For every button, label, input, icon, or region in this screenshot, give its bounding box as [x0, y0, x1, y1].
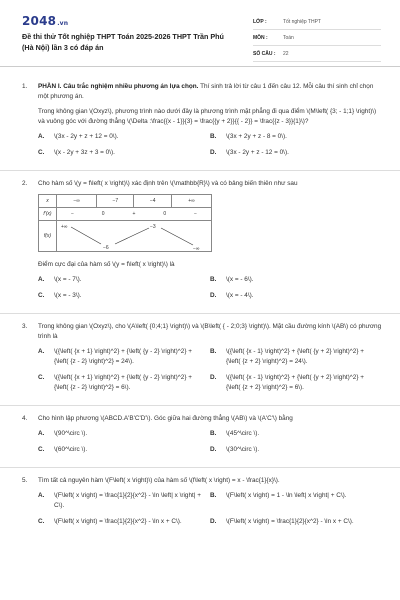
options: [38, 347, 382, 399]
meta-value: Toán: [283, 34, 294, 41]
section-heading: PHẦN I. Câu trắc nghiệm nhiều phương án lựa chọn.: [38, 83, 199, 90]
x-value: −7: [97, 195, 134, 208]
question-list: [0, 82, 400, 533]
meta-row-count: [253, 46, 381, 62]
option-letter: B.: [210, 430, 217, 437]
divider: [0, 467, 400, 468]
question-text: Trong không gian \(Oxyz\), phương trình nào dưới đây là phương trình mặt phẳng đi qua điểm \(M\left( {3; - 1;1} \right)\) và vuông góc với đường thẳng \(\Delta :\frac{{x - 1}}{3} = \frac{{y + 2}}{{ - 2}} = \frac{{z - 3}}{1}\)?: [38, 108, 377, 125]
option-letter: D.: [210, 446, 217, 453]
option-letter: D.: [210, 374, 217, 381]
option-text: \(x = - 6\).: [226, 276, 254, 283]
decrease-arrow: [161, 228, 193, 245]
options: [38, 132, 382, 164]
meta-label: LỚP :: [253, 18, 267, 25]
option-letter: C.: [38, 446, 45, 453]
option-d[interactable]: [210, 148, 382, 158]
variation-arrows: [57, 221, 211, 251]
option-text: \(3x + 2y + z - 8 = 0\).: [226, 133, 287, 140]
option-d[interactable]: [210, 445, 382, 455]
fprime-label: f'(x): [39, 208, 57, 221]
variation-graph: [57, 221, 212, 252]
divider: [0, 405, 400, 406]
option-d[interactable]: [210, 373, 382, 393]
options: [38, 275, 382, 307]
meta-row-subject: [253, 30, 381, 46]
meta-label: MÔN :: [253, 34, 268, 41]
sign: 0: [163, 211, 167, 217]
option-letter: A.: [38, 430, 45, 437]
f-label: f(x): [39, 221, 57, 252]
option-letter: D.: [210, 518, 217, 525]
option-a[interactable]: [38, 347, 210, 367]
option-b[interactable]: [210, 491, 382, 511]
section-intro: [38, 82, 382, 102]
option-text: \(x = - 4\).: [226, 292, 254, 299]
option-text: \({\left( {x - 1} \right)^2} + {\left( {y + 2} \right)^2} + {\left( {z + 2} \right)^2} = 24\).: [226, 348, 364, 365]
question-3: [0, 322, 400, 399]
option-text: \(90^\circ \).: [54, 430, 88, 437]
option-text: \({\left( {x - 1} \right)^2} + {\left( {y + 2} \right)^2} + {\left( {z + 2} \right)^2} = 6\).: [226, 374, 364, 391]
question-prompt: Điểm cực đại của hàm số \(y = f\left( x \right)\) là: [38, 261, 175, 268]
meta-label: SỐ CÂU :: [253, 50, 276, 57]
option-letter: B.: [210, 133, 217, 140]
question-5: [0, 476, 400, 533]
x-row: [39, 195, 212, 208]
option-letter: C.: [38, 292, 45, 299]
question-number: 2.: [22, 180, 28, 187]
option-b[interactable]: [210, 347, 382, 367]
option-c[interactable]: [38, 517, 210, 527]
question-text: Tìm tất cả nguyên hàm \(F\left( x \right)\) của hàm số \(f\left( x \right) = x - \frac{1}{x}\).: [38, 477, 280, 484]
section-instructions: Thí sinh trả lời từ câu 1 đến câu 12. Mỗi câu thí sinh chỉ chọn một phương án.: [38, 83, 374, 100]
option-text: \(x = - 7\).: [54, 276, 82, 283]
x-value: −∞: [57, 195, 97, 208]
option-text: \(60^\circ \).: [54, 446, 88, 453]
option-letter: C.: [38, 374, 45, 381]
options: [38, 491, 382, 533]
option-letter: B.: [210, 348, 217, 355]
function-row: [39, 221, 212, 252]
option-text: \({\left( {x + 1} \right)^2} + {\left( {y - 2} \right)^2} + {\left( {z - 2} \right)^2} = 6\).: [54, 374, 192, 391]
option-letter: C.: [38, 149, 45, 156]
x-label: x: [39, 195, 57, 208]
option-text: \(3x - 2y + z - 12 = 0\).: [226, 149, 289, 156]
option-c[interactable]: [38, 148, 210, 158]
question-number: 5.: [22, 477, 28, 484]
question-text: Cho hình lập phương \(ABCD.A'B'C'D'\). Góc giữa hai đường thẳng \(AB\) và \(A'C'\) bằng: [38, 415, 293, 422]
sign: −: [70, 211, 74, 217]
x-value: −4: [134, 195, 171, 208]
question-number: 4.: [22, 415, 28, 422]
option-a[interactable]: [38, 132, 210, 142]
option-d[interactable]: [210, 517, 382, 527]
f-value: −∞: [193, 246, 200, 251]
option-letter: D.: [210, 149, 217, 156]
question-number: 1.: [22, 83, 28, 90]
question-4: [0, 414, 400, 461]
option-b[interactable]: [210, 132, 382, 142]
sign: +: [132, 211, 136, 217]
f-value: −3: [150, 224, 156, 230]
option-text: \(F\left( x \right) = \frac{1}{2}{x^2} - \ln \left| x \right| + C\).: [54, 492, 201, 509]
option-a[interactable]: [38, 429, 210, 439]
option-text: \(30^\circ \).: [226, 446, 260, 453]
option-text: \(F\left( x \right) = \frac{1}{2}{x^2} - \ln x + C\).: [54, 518, 182, 525]
option-c[interactable]: [38, 291, 210, 301]
option-c[interactable]: [38, 445, 210, 455]
meta-table: [253, 14, 381, 62]
sign: −: [194, 211, 197, 217]
option-b[interactable]: [210, 275, 382, 285]
logo-text: 2048: [22, 14, 57, 28]
sign-cell: [57, 208, 212, 221]
question-text: Cho hàm số \(y = f\left( x \right)\) xác định trên \(\mathbb{R}\) và có bảng biến thiên như sau: [38, 180, 298, 187]
question-number: 3.: [22, 323, 28, 330]
sign-row: [57, 209, 211, 219]
x-value: +∞: [171, 195, 211, 208]
question-2: [0, 179, 400, 307]
option-b[interactable]: [210, 429, 382, 439]
decrease-arrow: [71, 227, 101, 244]
option-letter: D.: [210, 292, 217, 299]
option-text: \(x = - 3\).: [54, 292, 82, 299]
option-text: \(F\left( x \right) = \frac{1}{2}{x^2} - \ln x + C\).: [226, 518, 354, 525]
meta-row-class: [253, 14, 381, 30]
header: [0, 0, 400, 67]
option-letter: A.: [38, 133, 45, 140]
option-text: \(x - 2y + 3z + 3 = 0\).: [54, 149, 115, 156]
option-letter: B.: [210, 276, 217, 283]
option-letter: B.: [210, 492, 217, 499]
meta-value: 22: [283, 50, 289, 57]
meta-value: Tốt nghiệp THPT: [283, 18, 321, 25]
variation-table: [38, 194, 212, 252]
option-letter: C.: [38, 518, 45, 525]
sign: 0: [101, 211, 105, 217]
option-text: \(45^\circ \).: [226, 430, 260, 437]
logo-suffix: .vn: [57, 20, 69, 27]
option-text: \(3x - 2y + z + 12 = 0\).: [54, 133, 119, 140]
question-text: Trong không gian \(Oxyz\), cho \(A\left( {0;4;1} \right)\) và \(B\left( { - 2;0;3} \right)\). Mặt cầu đường kính \(AB\) có phương trình là: [38, 323, 382, 340]
option-text: \({\left( {x + 1} \right)^2} + {\left( {y - 2} \right)^2} + {\left( {z - 2} \right)^2} = 24\).: [54, 348, 192, 365]
f-value: +∞: [61, 224, 68, 230]
divider: [0, 170, 400, 171]
increase-arrow: [115, 228, 149, 244]
option-a[interactable]: [38, 491, 210, 511]
option-text: \(F\left( x \right) = 1 - \ln \left| x \right| + C\).: [226, 492, 347, 499]
question-1: [0, 82, 400, 164]
option-a[interactable]: [38, 275, 210, 285]
site-logo[interactable]: [22, 14, 68, 28]
option-letter: A.: [38, 276, 45, 283]
option-letter: A.: [38, 492, 45, 499]
divider: [0, 313, 400, 314]
option-letter: A.: [38, 348, 45, 355]
f-value: −6: [103, 245, 109, 251]
option-c[interactable]: [38, 373, 210, 393]
document-title: Đề thi thử Tốt nghiệp THPT Toán 2025-2026 THPT Trần Phú (Hà Nội) lần 3 có đáp án: [22, 32, 224, 52]
option-d[interactable]: [210, 291, 382, 301]
derivative-row: [39, 208, 212, 221]
options: [38, 429, 382, 461]
